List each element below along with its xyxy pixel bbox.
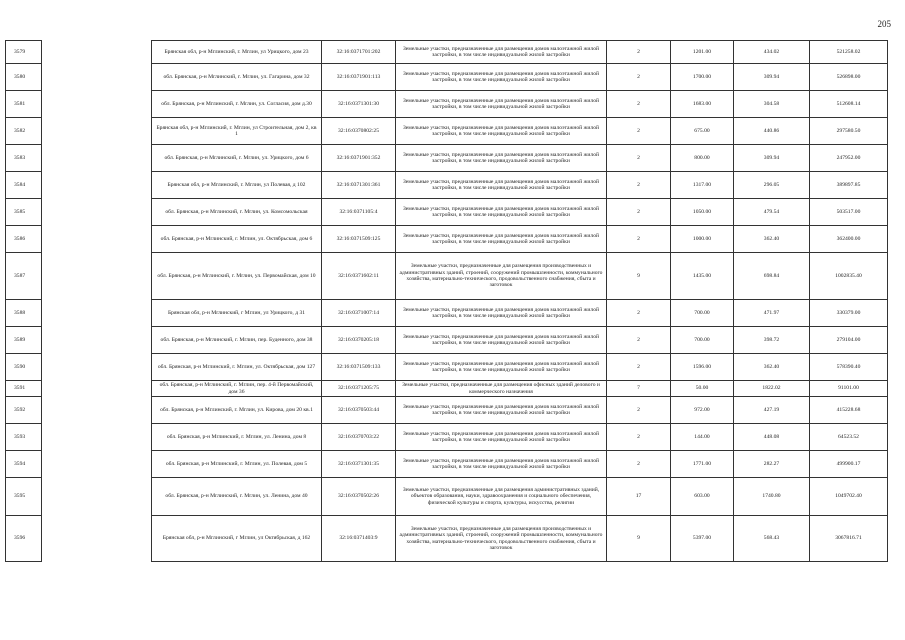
cell-number: 3582 <box>6 118 42 145</box>
table-row <box>6 397 888 424</box>
cell-land-use-description: Земельные участки, предназначенные для размещения домов малоэтажной жилой застройки, в том числе индивидуальной жилой застройки <box>396 118 607 145</box>
cell-cadastral-value: 499900.17 <box>810 451 888 478</box>
table-row <box>6 451 888 478</box>
column-gap <box>42 354 152 381</box>
cell-cadastral-number: 32:16:0371301:30 <box>322 91 396 118</box>
cell-cadastral-value: 503517.00 <box>810 199 888 226</box>
cell-address: Брянская обл, р-н Мглинский, г. Мглин, ул Урицкого, дом 23 <box>152 41 322 64</box>
table-row <box>6 478 888 516</box>
cell-cadastral-value: 578390.40 <box>810 354 888 381</box>
cell-number: 3590 <box>6 354 42 381</box>
cell-land-use-description: Земельные участки, предназначенные для размещения домов малоэтажной жилой застройки, в том числе индивидуальной жилой застройки <box>396 41 607 64</box>
cell-area: 1000.00 <box>671 226 734 253</box>
table-row <box>6 172 888 199</box>
column-gap <box>42 478 152 516</box>
cell-cadastral-number: 32:16:0371901:113 <box>322 64 396 91</box>
cell-land-use-description: Земельные участки, предназначенные для размещения домов малоэтажной жилой застройки, в том числе индивидуальной жилой застройки <box>396 327 607 354</box>
cell-address: обл. Брянская, р-н Мглинский, г. Мглин, ул. Октябрьская, дом 127 <box>152 354 322 381</box>
column-gap <box>42 451 152 478</box>
cell-group: 9 <box>607 516 671 562</box>
cell-address: Брянская обл, р-н Мглинский, г Мглин, ул Урицкого, д 31 <box>152 300 322 327</box>
column-gap <box>42 64 152 91</box>
cell-cadastral-number: 32:16:0371205:75 <box>322 381 396 397</box>
cell-area: 1596.00 <box>671 354 734 381</box>
cell-specific-value: 309.94 <box>734 64 810 91</box>
column-gap <box>42 516 152 562</box>
cell-land-use-description: Земельные участки, предназначенные для размещения производственных и административных зданий, строений, сооружений промышленности, коммунального хозяйства, материально-технического, продовольственного снабжения, сбыта и заготовок <box>396 253 607 300</box>
cell-number: 3594 <box>6 451 42 478</box>
cell-address: обл. Брянская, р-н Мглинский, г. Мглин, ул. Октябрьская, дом 6 <box>152 226 322 253</box>
table-row <box>6 354 888 381</box>
cell-specific-value: 434.02 <box>734 41 810 64</box>
cell-land-use-description: Земельные участки, предназначенные для размещения домов малоэтажной жилой застройки, в том числе индивидуальной жилой застройки <box>396 300 607 327</box>
cell-cadastral-value: 526898.00 <box>810 64 888 91</box>
cell-cadastral-number: 32:16:0370503:44 <box>322 397 396 424</box>
cell-land-use-description: Земельные участки, предназначенные для размещения домов малоэтажной жилой застройки, в том числе индивидуальной жилой застройки <box>396 145 607 172</box>
cell-number: 3580 <box>6 64 42 91</box>
cell-number: 3589 <box>6 327 42 354</box>
cell-area: 50.00 <box>671 381 734 397</box>
table-row <box>6 226 888 253</box>
cell-cadastral-number: 32:16:0371007:14 <box>322 300 396 327</box>
column-gap <box>42 226 152 253</box>
cell-land-use-description: Земельные участки, предназначенные для размещения домов малоэтажной жилой застройки, в том числе индивидуальной жилой застройки <box>396 424 607 451</box>
cell-cadastral-number: 32:16:0371509:125 <box>322 226 396 253</box>
table-row <box>6 381 888 397</box>
cell-specific-value: 698.84 <box>734 253 810 300</box>
cell-area: 1435.00 <box>671 253 734 300</box>
cell-land-use-description: Земельные участки, предназначенные для размещения домов малоэтажной жилой застройки, в том числе индивидуальной жилой застройки <box>396 91 607 118</box>
cell-cadastral-number: 32:16:0371105:4 <box>322 199 396 226</box>
cell-specific-value: 471.97 <box>734 300 810 327</box>
table-row <box>6 199 888 226</box>
land-valuation-table-wrapper <box>5 40 887 562</box>
cell-specific-value: 304.58 <box>734 91 810 118</box>
cell-cadastral-value: 1049702.40 <box>810 478 888 516</box>
cell-group: 2 <box>607 172 671 199</box>
cell-group: 2 <box>607 91 671 118</box>
cell-area: 1683.00 <box>671 91 734 118</box>
cell-group: 2 <box>607 451 671 478</box>
cell-area: 1317.00 <box>671 172 734 199</box>
cell-cadastral-value: 330379.00 <box>810 300 888 327</box>
cell-area: 700.00 <box>671 327 734 354</box>
column-gap <box>42 145 152 172</box>
cell-address: обл. Брянская, р-н Мглинский, г. Мглин, ул. Ленина, дом 40 <box>152 478 322 516</box>
cell-address: обл. Брянская, р-н Мглинский, г. Мглин, пер. 4-й Первомайский, дом 36 <box>152 381 322 397</box>
table-row <box>6 64 888 91</box>
cell-land-use-description: Земельные участки, предназначенные для размещения производственных и административных зданий, строений, сооружений промышленности, коммунального хозяйства, материально-технического, продовольственного снабжения, сбыта и заготовок <box>396 516 607 562</box>
cell-land-use-description: Земельные участки, предназначенные для размещения домов малоэтажной жилой застройки, в том числе индивидуальной жилой застройки <box>396 354 607 381</box>
cell-address: обл. Брянская, р-н Мглинский, г. Мглин, ул. Комсомольская <box>152 199 322 226</box>
cell-address: Брянская обл, р-н Мглинский, г. Мглин, ул Полевая, д 102 <box>152 172 322 199</box>
column-gap <box>42 381 152 397</box>
cell-number: 3585 <box>6 199 42 226</box>
cell-land-use-description: Земельные участки, предназначенные для размещения домов малоэтажной жилой застройки, в том числе индивидуальной жилой застройки <box>396 226 607 253</box>
cell-area: 972.00 <box>671 397 734 424</box>
cell-land-use-description: Земельные участки, предназначенные для размещения домов малоэтажной жилой застройки, в том числе индивидуальной жилой застройки <box>396 64 607 91</box>
cell-number: 3586 <box>6 226 42 253</box>
table-row <box>6 41 888 64</box>
cell-cadastral-value: 3067816.71 <box>810 516 888 562</box>
cell-number: 3591 <box>6 381 42 397</box>
cell-address: обл. Брянская, р-н Мглинский, г. Мглин, ул. Ленина, дом 8 <box>152 424 322 451</box>
cell-specific-value: 1740.80 <box>734 478 810 516</box>
cell-group: 2 <box>607 424 671 451</box>
cell-address: обл. Брянская, р-н Мглинский, г. Мглин, ул. Гагарина, дом 32 <box>152 64 322 91</box>
cell-address: Брянская обл, р-н Мглинский, г. Мглин, ул Строительная, дом 2, кв 1 <box>152 118 322 145</box>
cell-number: 3587 <box>6 253 42 300</box>
cell-group: 7 <box>607 381 671 397</box>
cell-cadastral-value: 362400.00 <box>810 226 888 253</box>
cell-address: обл. Брянская, р-н Мглинский, г. Мглин, ул. Кирова, дом 20 кв.1 <box>152 397 322 424</box>
column-gap <box>42 424 152 451</box>
cell-area: 675.00 <box>671 118 734 145</box>
cell-cadastral-number: 32:16:0371701:202 <box>322 41 396 64</box>
cell-address: обл. Брянская, р-н Мглинский, г. Мглин, пер. Буденного, дом 38 <box>152 327 322 354</box>
cell-cadastral-number: 32:16:0371301:361 <box>322 172 396 199</box>
cell-specific-value: 282.27 <box>734 451 810 478</box>
cell-land-use-description: Земельные участки, предназначенные для размещения домов малоэтажной жилой застройки, в том числе индивидуальной жилой застройки <box>396 397 607 424</box>
land-valuation-table <box>5 40 888 562</box>
cell-cadastral-value: 1002835.40 <box>810 253 888 300</box>
table-row <box>6 424 888 451</box>
cell-cadastral-number: 32:16:0371301:35 <box>322 451 396 478</box>
cell-cadastral-number: 32:16:0370703:22 <box>322 424 396 451</box>
cell-specific-value: 440.86 <box>734 118 810 145</box>
column-gap <box>42 253 152 300</box>
cell-number: 3593 <box>6 424 42 451</box>
cell-area: 1700.00 <box>671 64 734 91</box>
cell-specific-value: 296.05 <box>734 172 810 199</box>
cell-specific-value: 1822.02 <box>734 381 810 397</box>
cell-group: 2 <box>607 300 671 327</box>
cell-cadastral-number: 32:16:0371901:352 <box>322 145 396 172</box>
cell-land-use-description: Земельные участки, предназначенные для размещения домов малоэтажной жилой застройки, в том числе индивидуальной жилой застройки <box>396 199 607 226</box>
column-gap <box>42 199 152 226</box>
cell-area: 700.00 <box>671 300 734 327</box>
cell-area: 1771.00 <box>671 451 734 478</box>
cell-cadastral-number: 32:16:0371602:11 <box>322 253 396 300</box>
cell-area: 5397.00 <box>671 516 734 562</box>
cell-group: 2 <box>607 41 671 64</box>
cell-number: 3579 <box>6 41 42 64</box>
cell-specific-value: 362.40 <box>734 354 810 381</box>
cell-cadastral-number: 32:16:0370205:18 <box>322 327 396 354</box>
cell-number: 3596 <box>6 516 42 562</box>
column-gap <box>42 41 152 64</box>
cell-number: 3588 <box>6 300 42 327</box>
cell-specific-value: 398.72 <box>734 327 810 354</box>
cell-number: 3581 <box>6 91 42 118</box>
cell-cadastral-value: 297580.50 <box>810 118 888 145</box>
table-row <box>6 300 888 327</box>
cell-area: 800.00 <box>671 145 734 172</box>
cell-land-use-description: Земельные участки, предназначенные для размещения офисных зданий делового и коммерческого назначения <box>396 381 607 397</box>
cell-address: Брянская обл, р-н Мглинский, г Мглин, ул Октябрьская, д 162 <box>152 516 322 562</box>
column-gap <box>42 327 152 354</box>
column-gap <box>42 118 152 145</box>
table-row <box>6 118 888 145</box>
cell-group: 2 <box>607 354 671 381</box>
cell-number: 3584 <box>6 172 42 199</box>
cell-area: 144.00 <box>671 424 734 451</box>
cell-specific-value: 568.43 <box>734 516 810 562</box>
cell-group: 2 <box>607 118 671 145</box>
cell-group: 2 <box>607 327 671 354</box>
cell-cadastral-value: 415228.68 <box>810 397 888 424</box>
cell-group: 2 <box>607 226 671 253</box>
cell-cadastral-value: 64523.52 <box>810 424 888 451</box>
cell-cadastral-value: 512608.14 <box>810 91 888 118</box>
cell-specific-value: 448.08 <box>734 424 810 451</box>
cell-address: обл. Брянская, р-н Мглинский, г. Мглин, ул. Полевая, дом 5 <box>152 451 322 478</box>
cell-address: обл. Брянская, р-н Мглинский, г. Мглин, ул. Согласия, дом д.30 <box>152 91 322 118</box>
cell-cadastral-number: 32:16:0371509:133 <box>322 354 396 381</box>
cell-cadastral-value: 91101.00 <box>810 381 888 397</box>
cell-group: 2 <box>607 64 671 91</box>
cell-land-use-description: Земельные участки, предназначенные для размещения домов малоэтажной жилой застройки, в том числе индивидуальной жилой застройки <box>396 451 607 478</box>
cell-address: обл. Брянская, р-н Мглинский, г. Мглин, ул. Первомайская, дом 10 <box>152 253 322 300</box>
page-number: 205 <box>877 19 891 29</box>
cell-group: 9 <box>607 253 671 300</box>
cell-specific-value: 427.19 <box>734 397 810 424</box>
cell-cadastral-number: 32:16:0370802:25 <box>322 118 396 145</box>
table-row <box>6 253 888 300</box>
column-gap <box>42 91 152 118</box>
table-row <box>6 516 888 562</box>
cell-cadastral-value: 279104.00 <box>810 327 888 354</box>
table-row <box>6 91 888 118</box>
cell-number: 3592 <box>6 397 42 424</box>
cell-group: 2 <box>607 145 671 172</box>
cell-specific-value: 309.94 <box>734 145 810 172</box>
cell-number: 3595 <box>6 478 42 516</box>
cell-cadastral-value: 521258.02 <box>810 41 888 64</box>
cell-group: 2 <box>607 397 671 424</box>
cell-group: 2 <box>607 199 671 226</box>
cell-area: 603.00 <box>671 478 734 516</box>
table-body <box>6 41 888 562</box>
cell-cadastral-number: 32:16:0371403:9 <box>322 516 396 562</box>
cell-number: 3583 <box>6 145 42 172</box>
column-gap <box>42 172 152 199</box>
cell-specific-value: 362.40 <box>734 226 810 253</box>
cell-cadastral-value: 247952.00 <box>810 145 888 172</box>
cell-area: 1050.00 <box>671 199 734 226</box>
cell-address: обл. Брянская, р-н Мглинский, г. Мглин, ул. Урицкого, дом 6 <box>152 145 322 172</box>
table-row <box>6 327 888 354</box>
cell-land-use-description: Земельные участки, предназначенные для размещения домов малоэтажной жилой застройки, в том числе индивидуальной жилой застройки <box>396 172 607 199</box>
cell-group: 17 <box>607 478 671 516</box>
cell-specific-value: 479.54 <box>734 199 810 226</box>
cell-area: 1201.00 <box>671 41 734 64</box>
column-gap <box>42 300 152 327</box>
table-row <box>6 145 888 172</box>
cell-land-use-description: Земельные участки, предназначенные для размещения административных зданий, объектов образования, науки, здравоохранения и социального обеспечения, физической культуры и спорта, культуры, искусства, религии <box>396 478 607 516</box>
cell-cadastral-value: 389897.85 <box>810 172 888 199</box>
column-gap <box>42 397 152 424</box>
cell-cadastral-number: 32:16:0370502:26 <box>322 478 396 516</box>
